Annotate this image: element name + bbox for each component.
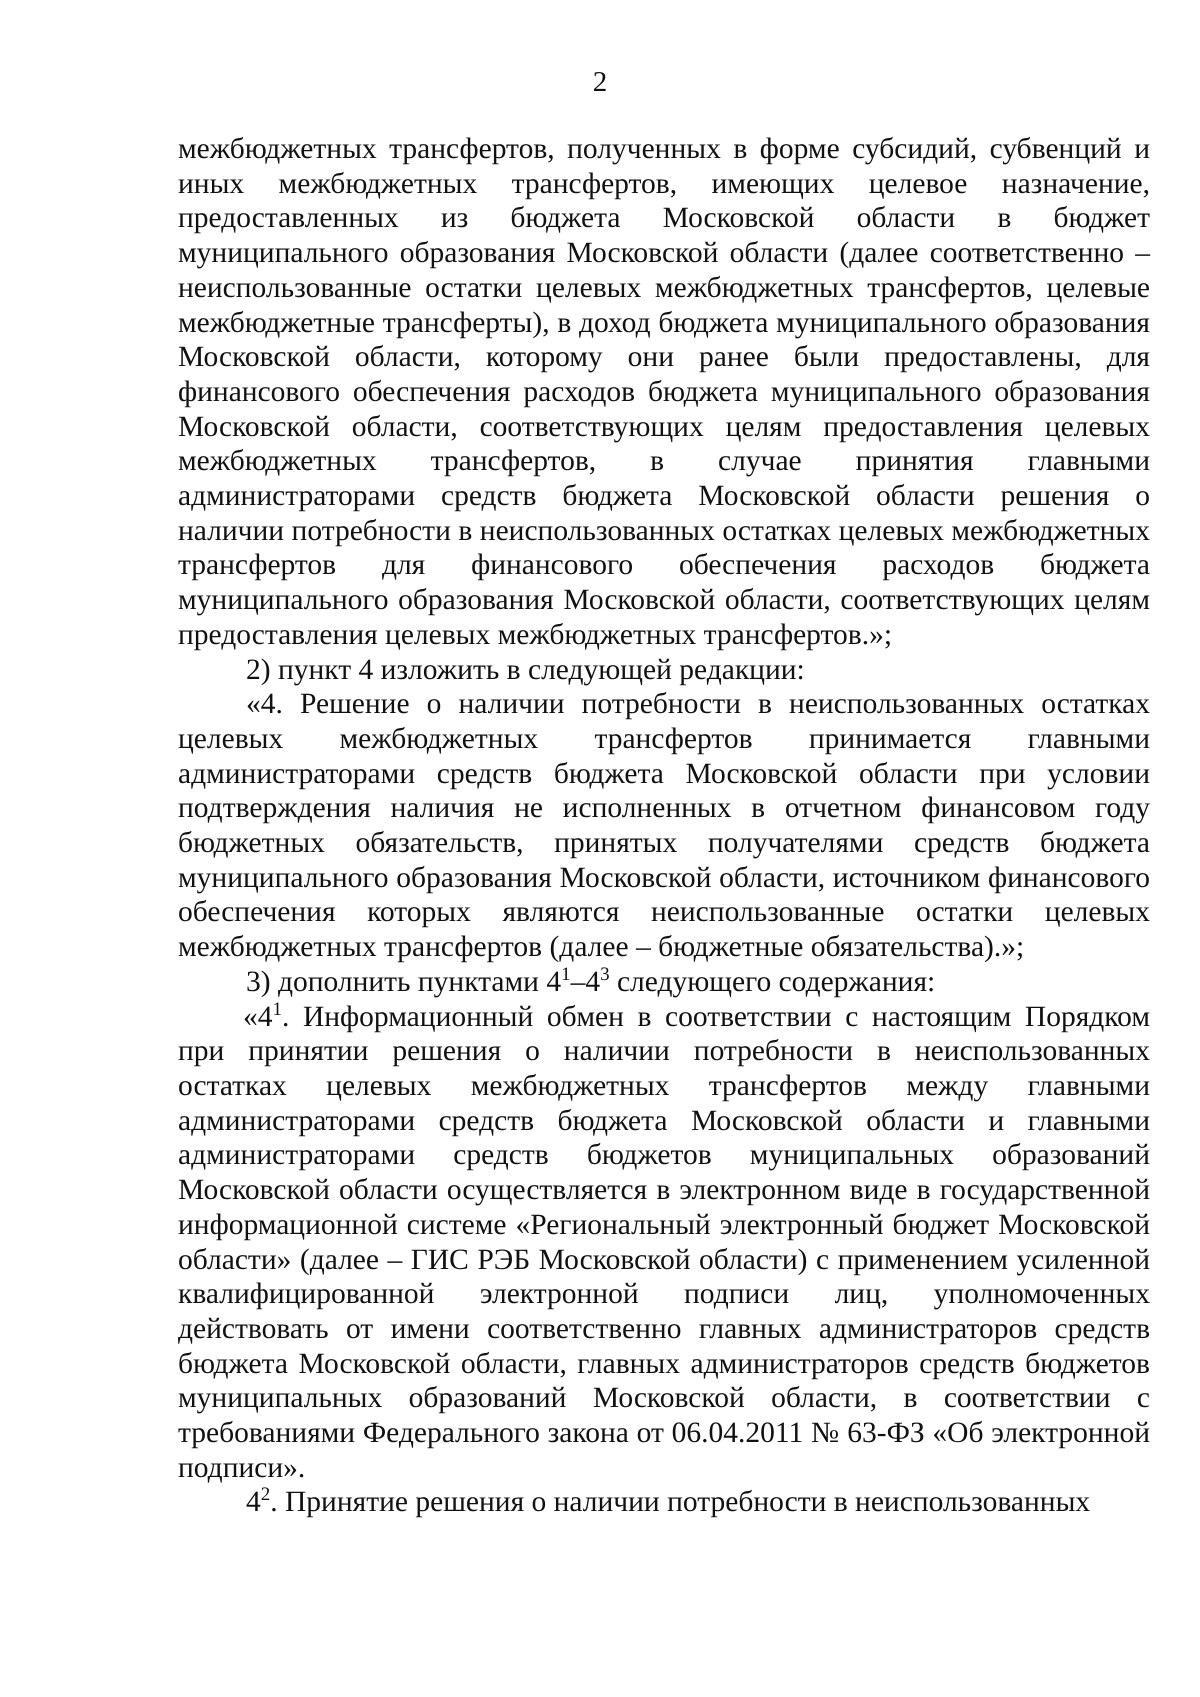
item-4-2-lead: 4 bbox=[246, 1486, 261, 1519]
document-body bbox=[178, 132, 1150, 1520]
item-3-superscript-3: 3 bbox=[600, 964, 610, 986]
item-4-2-superscript: 2 bbox=[260, 1484, 271, 1506]
item-4-1-superscript: 1 bbox=[272, 998, 282, 1020]
item-3-before-text: 3) дополнить пунктами 4 bbox=[246, 965, 562, 998]
paragraph-item-4-1 bbox=[178, 1000, 1150, 1486]
item-4-1-lead: «4 bbox=[243, 1000, 273, 1033]
item-3-dash-text: –4 bbox=[570, 965, 601, 998]
item-3-after-text: следующего содержания: bbox=[609, 965, 936, 998]
item-3-superscript-1: 1 bbox=[561, 964, 571, 986]
item-4-1-text: . Информационный обмен в соответствии с настоящим Порядком при принятии решения о наличии потребности в неиспользованных остатках целевых межбюджетных трансфертов между главными администраторами средств бюджета Московской области и главными администраторами средств бюджетов муниципальных образований Московской области осуществляется в электронном виде в государственной информационной системе «Региональный электронный бюджет Московской области» (далее – ГИС РЭБ Московской области) с применением усиленной квалифицированной электронной подписи лиц, уполномоченных действовать от имени соответственно главных администраторов средств бюджета Московской области, главных администраторов средств бюджетов муниципальных образований Московской области, в соответствии с требованиями Федерального закона от 06.04.2011 № 63-ФЗ «Об электронной подписи». bbox=[178, 1000, 1150, 1484]
page-number: 2 bbox=[592, 66, 608, 98]
paragraph-item-4-2 bbox=[178, 1485, 1150, 1520]
paragraph-continuation: межбюджетных трансфертов, полученных в форме субсидий, субвенций и иных межбюджетных трансфертов, имеющих целевое назначение, предоставленных из бюджета Московской области в бюджет муниципального образования Московской области (далее соответственно – неиспользованные остатки целевых межбюджетных трансфертов, целевые межбюджетные трансферты), в доход бюджета муниципального образования Московской области, которому они ранее были предоставлены, для финансового обеспечения расходов бюджета муниципального образования Московской области, соответствующих целям предоставления целевых межбюджетных трансфертов, в случае принятия главными администраторами средств бюджета Московской области решения о наличии потребности в неиспользованных остатках целевых межбюджетных трансфертов для финансового обеспечения расходов бюджета муниципального образования Московской области, соответствующих целям предоставления целевых межбюджетных трансфертов.»; bbox=[178, 133, 1150, 651]
item-4-2-text: . Принятие решения о наличии потребности в неиспользованных bbox=[270, 1486, 1091, 1519]
paragraph-item-2: 2) пункт 4 изложить в следующей редакции: bbox=[246, 653, 805, 686]
paragraph-item-4-text: «4. Решение о наличии потребности в неиспользованных остатках целевых межбюджетных трансфертов принимается главными администраторами средств бюджета Московской области при условии подтверждения наличия не исполненных в отчетном финансовом году бюджетных обязательств, принятых получателями средств бюджета муниципального образования Московской области, источником финансового обеспечения которых являются неиспользованные остатки целевых межбюджетных трансфертов (далее – бюджетные обязательства).»; bbox=[178, 688, 1150, 964]
paragraph-item-3 bbox=[178, 965, 1150, 1000]
